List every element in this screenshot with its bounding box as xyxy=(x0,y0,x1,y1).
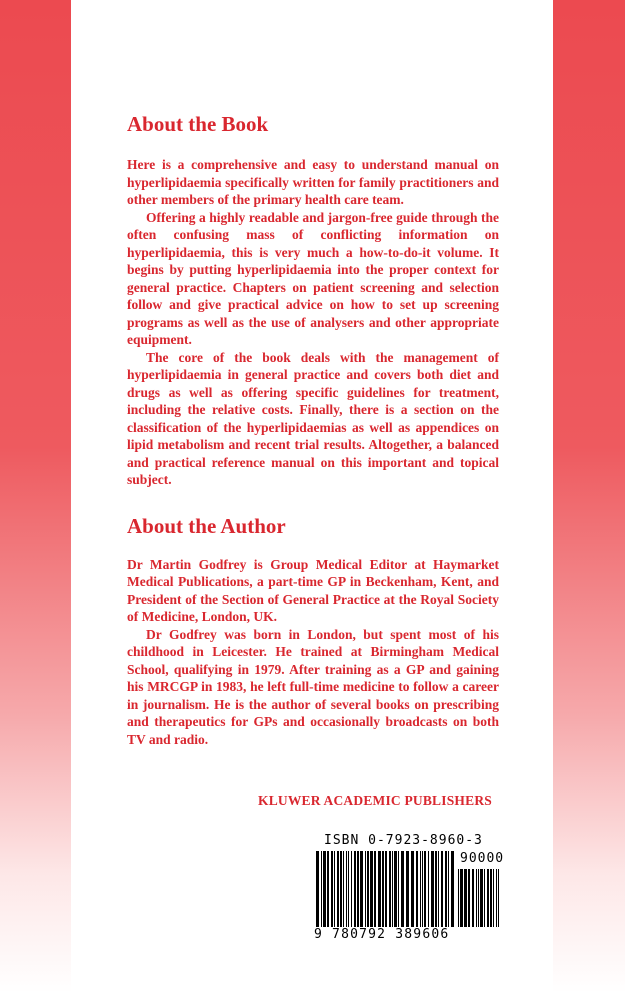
barcode-bar xyxy=(420,851,421,927)
about-author-paragraph-1: Dr Martin Godfrey is Group Medical Editor at Haymarket Medical Publications, a part-time GP in Beckenham, Kent, and President of the Section of General Practice at the Royal Society of Medicine, London, UK. xyxy=(127,556,499,624)
barcode-bar xyxy=(346,851,347,927)
ean-number: 9 780792 389606 xyxy=(314,927,450,942)
barcode-bar xyxy=(468,869,470,927)
barcode-bar xyxy=(367,851,369,927)
barcode-bar xyxy=(484,869,485,927)
barcode-bar xyxy=(327,851,329,927)
barcode-bar xyxy=(365,851,366,927)
barcode-bar xyxy=(411,851,414,927)
barcode-bar xyxy=(370,851,373,927)
barcode-bar xyxy=(472,869,474,927)
barcode-bar xyxy=(451,851,454,927)
barcode-bar xyxy=(337,851,339,927)
barcode-bar xyxy=(487,869,489,927)
right-red-band xyxy=(553,0,625,993)
barcode-bar xyxy=(392,851,393,927)
barcode-bar xyxy=(351,851,352,927)
about-book-heading: About the Book xyxy=(127,112,269,136)
about-book-paragraph-3: The core of the book deals with the management of hyperlipidaemia in general practice and covers both diet and drugs as well as offering specific guidelines for treatment, including the relative costs. Finally, there is a section on the classification of the hyperlipidaemias as well as appendices on lipid metabolism and recent trial results. Altogether, a balanced and practical reference manual on this important and topical subject. xyxy=(127,349,499,487)
addon-number: 90000 xyxy=(460,851,505,866)
barcode-bar xyxy=(323,851,326,927)
barcode-bar xyxy=(394,851,397,927)
barcode-bar xyxy=(464,869,467,927)
barcode-bar xyxy=(498,869,499,927)
isbn-text: ISBN 0-7923-8960-3 xyxy=(324,833,483,848)
barcode-bar xyxy=(422,851,423,927)
left-red-band xyxy=(0,0,71,993)
barcode-bar xyxy=(406,851,409,927)
barcode-bar xyxy=(385,851,387,927)
barcode-bar xyxy=(458,869,459,927)
barcode-bar xyxy=(343,851,344,927)
barcode-bar xyxy=(382,851,384,927)
about-author-paragraph-2: Dr Godfrey was born in London, but spent most of his childhood in Leicester. He trained at Birmingham Medical School, qualifying in 1979. After training as a GP and gaining his MRCGP in 1983, he left full-time medicine to follow a career in journalism. He is the author of several books on prescribing and therapeutics for GPs and occasionally broadcasts on both TV and radio. xyxy=(127,626,499,747)
barcode-bar xyxy=(389,851,391,927)
about-book-paragraph-2: Offering a highly readable and jargon-free guide through the often confusing mass of conflicting information on hyperlipidaemia, this is very much a how-to-do-it volume. It begins by putting hyperlipidaemia into the proper context for general practice. Chapters on patient screening and selection follow and give practical advice on how to set up screening programs as well as the use of analysers and other appropriate equipment. xyxy=(127,209,499,347)
barcode-bar xyxy=(401,851,404,927)
barcode-bar xyxy=(490,869,492,927)
isbn-barcode xyxy=(304,833,508,943)
back-cover-text xyxy=(127,111,499,748)
barcode-bar xyxy=(496,869,497,927)
barcode-bar xyxy=(316,851,319,927)
addon-barcode-bars xyxy=(458,869,502,927)
barcode-bar xyxy=(416,851,418,927)
publisher-name: KLUWER ACADEMIC PUBLISHERS xyxy=(258,793,492,808)
barcode-bar xyxy=(321,851,322,927)
barcode-bar xyxy=(334,851,335,927)
barcode-bar xyxy=(331,851,333,927)
barcode-bar xyxy=(374,851,376,927)
about-book-paragraph-1: Here is a comprehensive and easy to understand manual on hyperlipidaemia specifically written for family practitioners and other members of the primary health care team. xyxy=(127,157,499,207)
barcode-bar xyxy=(460,869,463,927)
barcode-bar xyxy=(424,851,426,927)
barcode-bar xyxy=(357,851,359,927)
barcode-bar xyxy=(438,851,439,927)
barcode-bar xyxy=(354,851,356,927)
barcode-bar xyxy=(398,851,399,927)
ean-barcode-bars xyxy=(316,851,454,927)
barcode-bar xyxy=(476,869,477,927)
barcode-bar xyxy=(448,851,449,927)
barcode-bar xyxy=(431,851,434,927)
barcode-bar xyxy=(340,851,342,927)
barcode-bar xyxy=(435,851,437,927)
barcode-bar xyxy=(478,869,479,927)
barcode-bar xyxy=(441,851,443,927)
barcode-bar xyxy=(378,851,381,927)
barcode-bar xyxy=(348,851,349,927)
about-author-heading: About the Author xyxy=(127,513,286,538)
barcode-bar xyxy=(428,851,429,927)
barcode-bar xyxy=(445,851,447,927)
barcode-bar xyxy=(480,869,483,927)
barcode-bar xyxy=(360,851,363,927)
barcode-bar xyxy=(493,869,494,927)
